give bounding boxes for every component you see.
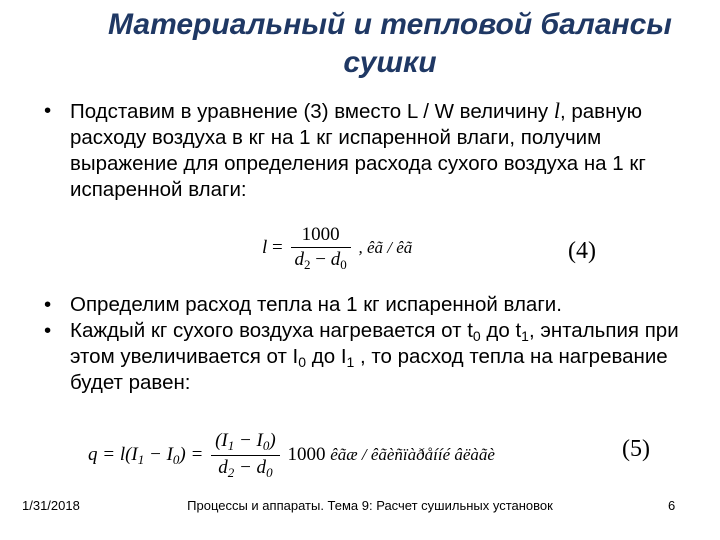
bullet-3-sub-1: 0 [472, 328, 481, 344]
bullet-2-text: Определим расход тепла на 1 кг испаренной влаги. [70, 293, 562, 316]
formula-4-number: (4) [568, 238, 596, 264]
bullet-3-text-2: до t [480, 319, 522, 342]
formula-4-numerator: 1000 [291, 224, 351, 248]
bullet-item-3 [40, 318, 680, 396]
footer-date: 1/31/2018 [22, 498, 80, 513]
bullet-1-symbol: l [553, 98, 560, 123]
footer-page-number: 6 [668, 498, 676, 513]
bullet-3-text-5: , то расход тепла на нагревание будет равен: [70, 345, 668, 394]
bullet-item-1 [40, 98, 680, 203]
formula-5-units: êãæ / êãèñïàðåííé âëàãè [330, 444, 495, 464]
bullet-3-sub-3: 0 [298, 354, 307, 370]
title-line-1: Материальный и тепловой балансы [108, 8, 672, 41]
bullet-3-text-3: , энтальпия при этом увеличивается от I [70, 319, 679, 368]
bullet-3-sub-2: 1 [521, 328, 529, 344]
bullet-dot-icon: • [44, 293, 52, 316]
bullet-3-text-1: Каждый кг сухого воздуха нагревается от t [70, 319, 473, 342]
bullet-list [40, 98, 680, 203]
bullet-3-text-4: до I [306, 345, 347, 368]
slide-title [60, 6, 720, 82]
formula-4-lhs: l [262, 236, 268, 258]
formula-5-number: (5) [622, 436, 650, 462]
formula-5 [88, 430, 495, 481]
bullet-dot-icon: • [44, 319, 52, 342]
bullet-1-text-a: Подставим в уравнение (3) вместо L / W величину [70, 100, 554, 123]
title-line-2: сушки [343, 46, 437, 79]
formula-5-lhs: $q = l(I_1 - I_0)$ = [88, 443, 204, 467]
bullet-dot-icon: • [44, 99, 52, 122]
bullet-1-text-b: , равную расходу воздуха в кг на 1 кг испаренной влаги, получим выражение для определения расхода сухого воздуха на 1 кг испаренной влаги: [70, 100, 646, 201]
bullet-list-2 [40, 292, 680, 396]
bullet-3-sub-4: 1 [346, 354, 355, 370]
formula-5-denominator: $d_2 - d_0$ [218, 457, 273, 480]
formula-4 [262, 224, 412, 273]
footer-title: Процессы и аппараты. Тема 9: Расчет сушильных установок [187, 498, 553, 513]
formula-4-fraction [291, 224, 351, 273]
formula-4-denominator: $d_2 - d_0$ [294, 249, 347, 272]
formula-5-numerator: $(I_1 - I_0)$ [211, 430, 280, 456]
formula-5-fraction [211, 430, 280, 481]
bullet-item-2 [40, 292, 680, 318]
formula-4-eq: = [272, 236, 283, 258]
formula-5-factor: 1000 [287, 443, 326, 465]
formula-4-units: , êã / êã [358, 237, 413, 257]
